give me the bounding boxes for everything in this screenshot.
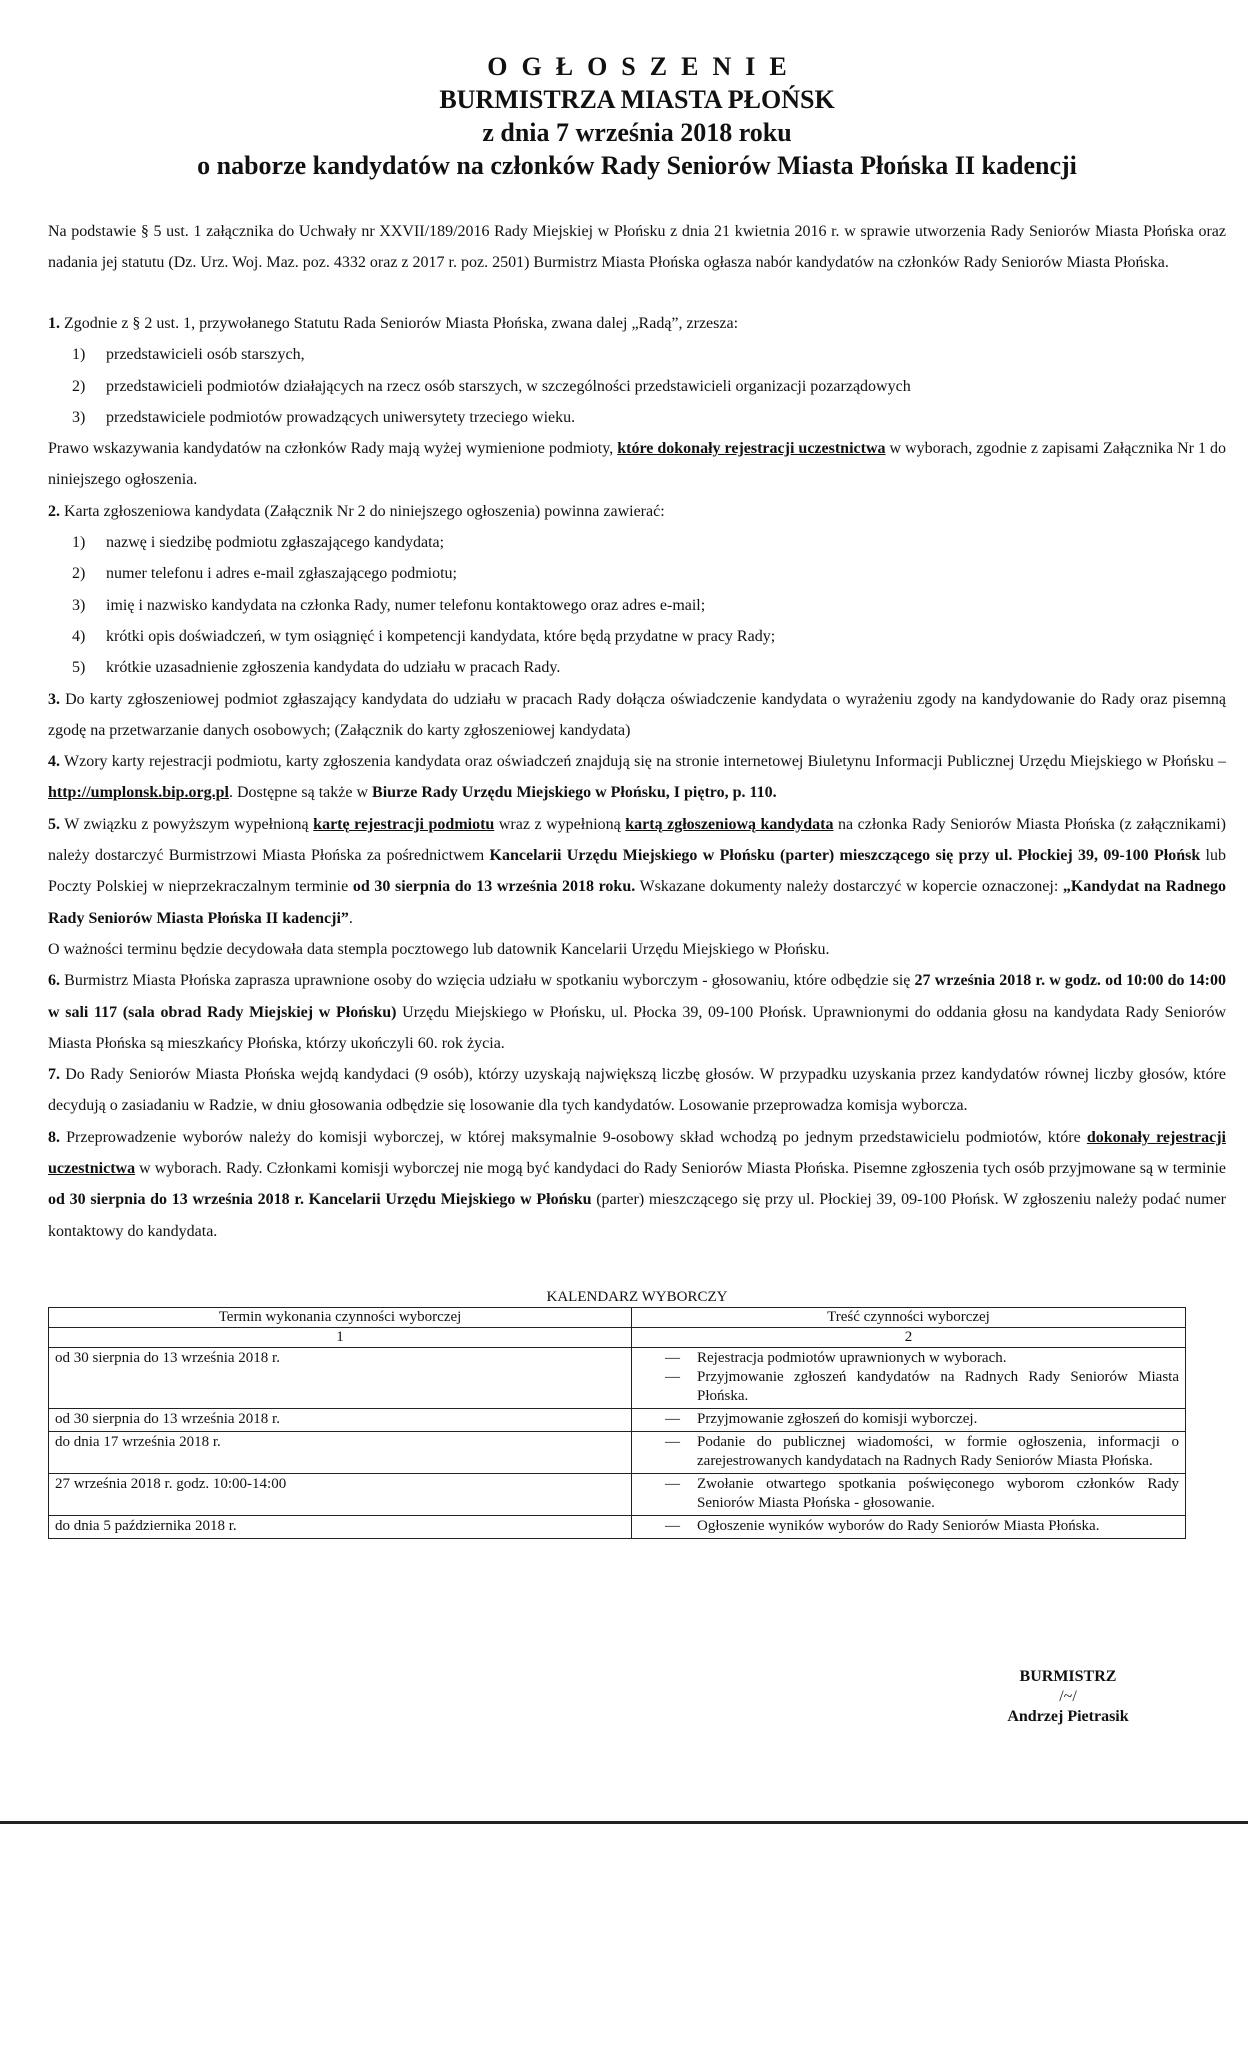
list-item	[48, 371, 1226, 402]
list-item	[48, 621, 1226, 652]
section-3	[48, 684, 1226, 747]
section-number: 5.	[48, 815, 60, 833]
list-item-number: 1)	[72, 534, 86, 552]
section-5	[48, 809, 1226, 965]
activity-cell	[632, 1431, 1186, 1473]
term-cell: do dnia 17 września 2018 r.	[49, 1431, 632, 1473]
section-text: wraz z wypełnioną	[494, 815, 626, 833]
dash-bullet: —	[665, 1517, 680, 1534]
signature-title: BURMISTRZ	[1019, 1668, 1117, 1685]
announcement-title: OGŁOSZENIE	[487, 52, 801, 81]
signature-mark: /~/	[1059, 1688, 1077, 1705]
list-item-text: imię i nazwisko kandydata na członka Rady, numer telefonu kontaktowego oraz adres e-mail;	[106, 596, 706, 614]
underlined-phrase: dokonały rejestracji uczestnictwa	[48, 1128, 1226, 1178]
signature-block	[918, 1667, 1218, 1727]
section-2	[48, 496, 1226, 684]
section-text: Prawo wskazywania kandydatów na członków Rady mają wyżej wymienione podmioty,	[48, 440, 618, 458]
table-row	[49, 1347, 1186, 1408]
calendar-title: KALENDARZ WYBORCZY	[546, 1288, 728, 1305]
signatory-name: Andrzej Pietrasik	[1007, 1708, 1129, 1725]
activity-text: Podanie do publicznej wiadomości, w formie ogłoszenia, informacji o zarejestrowanych kandydatach na Radnych Rady Seniorów Miasta Płońska.	[697, 1433, 1179, 1469]
document-header	[48, 50, 1226, 182]
list-item-number: 2)	[72, 377, 86, 395]
section-text: na członka Rady Seniorów Miasta Płońska (z załącznikami) należy dostarczyć Burmistrzowi Miasta Płońska za pośrednictwem	[48, 815, 1226, 865]
list-item-text: krótki opis doświadczeń, w tym osiągnięć i kompetencji kandydata, które będą przydatne w pracy Rady;	[106, 627, 776, 645]
table-header-row	[49, 1307, 1186, 1327]
bold-phrase: od 30 sierpnia do 13 września 2018 roku.	[352, 878, 636, 896]
section-text: Wzory karty rejestracji podmiotu, karty zgłoszenia kandydata oraz oświadczeń znajdują się na stronie internetowej Biuletynu Informacji Publicznej Urzędu Miejskiego w Płońsku –	[60, 753, 1226, 771]
list-item	[48, 590, 1226, 621]
issuer-line: BURMISTRZA MIASTA PŁOŃSK	[439, 85, 835, 114]
underlined-phrase: które dokonały rejestracji uczestnictwa	[617, 440, 886, 458]
list-item	[48, 402, 1226, 433]
dash-bullet: —	[665, 1410, 680, 1427]
list-item	[48, 652, 1226, 683]
activity-item	[638, 1349, 1179, 1368]
list-item	[48, 339, 1226, 370]
section-text: lub Poczty Polskiej w nieprzekraczalnym terminie	[48, 847, 1226, 896]
bold-phrase: od 30 sierpnia do 13 września 2018 r. Kancelarii Urzędu Miejskiego w Płońsku	[48, 1191, 592, 1209]
intro-paragraph: Na podstawie § 5 ust. 1 załącznika do Uchwały nr XXVII/189/2016 Rady Miejskiej w Płońsku z dnia 21 kwietnia 2016 r. w sprawie utworzenia Rady Seniorów Miasta Płońska oraz nadania jej statutu (Dz. Urz. Woj. Maz. poz. 4332 oraz z 2017 r. poz. 2501) Burmistrz Miasta Płońska ogłasza nabór kandydatów na członków Rady Seniorów Miasta Płońska.	[48, 223, 1226, 271]
dash-bullet: —	[665, 1368, 680, 1385]
election-calendar-table	[48, 1307, 1186, 1539]
section-number: 2.	[48, 502, 60, 520]
page-divider	[0, 1821, 1248, 1824]
list-item	[48, 558, 1226, 589]
section-text: Urzędu Miejskiego w Płońsku, ul. Płocka 39, 09-100 Płońsk. Uprawnionymi do oddania głosu na kandydata Rady Seniorów Miasta Płońska są mieszkańcy Płońska, którzy ukończyli 60. rok życia.	[48, 1003, 1227, 1052]
underlined-phrase: kartę rejestracji podmiotu	[313, 815, 495, 833]
section-text: Do Rady Seniorów Miasta Płońska wejdą kandydaci (9 osób), którzy uzyskają największą liczbę głosów. W przypadku uzyskania przez kandydatów równej liczby głosów, które decydują o zasiadaniu w Radzie, w dniu głosowania odbędzie się losowanie dla tych kandydatów. Losowanie przeprowadza komisja wyborcza.	[48, 1066, 1226, 1115]
column-header-activity: Treść czynności wyborczej	[632, 1307, 1186, 1327]
list-item-text: nazwę i siedzibę podmiotu zgłaszającego kandydata;	[106, 534, 445, 552]
list-item-text: przedstawicieli podmiotów działających na rzecz osób starszych, w szczególności przedstawicieli organizacji pozarządowych	[106, 377, 911, 395]
section-text: w wyborach. Rady. Członkami komisji wyborczej nie mogą być kandydaci do Rady Seniorów Miasta Płońska. Pisemne zgłoszenia tych osób przyjmowane są w terminie	[135, 1160, 1226, 1178]
section-text: Karta zgłoszeniowa kandydata (Załącznik Nr 2 do niniejszego ogłoszenia) powinna zawierać:	[60, 502, 665, 520]
bip-link[interactable]: http://umplonsk.bip.org.pl	[48, 784, 229, 802]
section-number: 3.	[48, 690, 60, 708]
activity-cell	[632, 1408, 1186, 1431]
table-number-row	[49, 1327, 1186, 1347]
dash-bullet: —	[665, 1349, 680, 1366]
activity-cell	[632, 1347, 1186, 1408]
section-number: 7.	[48, 1066, 60, 1084]
section-4	[48, 746, 1226, 809]
activity-item	[638, 1433, 1179, 1471]
subject-line: o naborze kandydatów na członków Rady Seniorów Miasta Płońska II kadencji	[197, 151, 1077, 180]
activity-text: Rejestracja podmiotów uprawnionych w wyborach.	[697, 1349, 1007, 1366]
section-text: Przeprowadzenie wyborów należy do komisji wyborczej, w której maksymalnie 9-osobowy skład wchodzą po jednym przedstawicielu podmiotów, które	[60, 1128, 1087, 1146]
underlined-phrase: kartą zgłoszeniową kandydata	[625, 815, 834, 833]
activity-text: Przyjmowanie zgłoszeń kandydatów na Radnych Rady Seniorów Miasta Płońska.	[697, 1368, 1179, 1404]
section-number: 6.	[48, 972, 60, 990]
activity-text: Przyjmowanie zgłoszeń do komisji wyborczej.	[697, 1410, 978, 1427]
bold-phrase: Biurze Rady Urzędu Miejskiego w Płońsku, I piętro, p. 110.	[372, 784, 777, 802]
activity-cell	[632, 1515, 1186, 1538]
dash-bullet: —	[665, 1475, 680, 1492]
section-text: .	[348, 909, 353, 927]
section-text: O ważności terminu będzie decydowała data stempla pocztowego lub datownik Kancelarii Urzędu Miejskiego w Płońsku.	[48, 940, 830, 958]
bold-phrase: „Kandydat na Radnego Rady Seniorów Miasta Płońska II kadencji”	[48, 878, 1227, 927]
section-text: Burmistrz Miasta Płońska zaprasza uprawnione osoby do wzięcia udziału w spotkaniu wyborczym - głosowaniu, które odbędzie się	[60, 972, 915, 990]
list-item-number: 2)	[72, 565, 86, 583]
section-text: Do karty zgłoszeniowej podmiot zgłaszający kandydata do udziału w pracach Rady dołącza oświadczenie kandydata o wyrażeniu zgody na kandydowanie do Rady oraz pisemną zgodę na przetwarzanie danych osobowych; (Załącznik do karty zgłoszeniowej kandydata)	[48, 690, 1226, 739]
column-header-term: Termin wykonania czynności wyborczej	[49, 1307, 632, 1327]
activity-text: Ogłoszenie wyników wyborów do Rady Seniorów Miasta Płońska.	[697, 1517, 1100, 1534]
table-row	[49, 1473, 1186, 1515]
section-number: 4.	[48, 753, 60, 771]
list-item-text: krótkie uzasadnienie zgłoszenia kandydata do udziału w pracach Rady.	[106, 659, 561, 677]
section-text: W związku z powyższym wypełnioną	[60, 815, 314, 833]
list-item-text: numer telefonu i adres e-mail zgłaszającego podmiotu;	[106, 565, 457, 583]
section-6	[48, 965, 1226, 1059]
date-line: z dnia 7 września 2018 roku	[482, 118, 792, 147]
activity-item	[638, 1475, 1179, 1513]
term-cell: od 30 sierpnia do 13 września 2018 r.	[49, 1408, 632, 1431]
table-row	[49, 1431, 1186, 1473]
list-item-number: 3)	[72, 596, 86, 614]
section-text: Wskazane dokumenty należy dostarczyć w kopercie oznaczonej:	[635, 878, 1063, 896]
section-number: 1.	[48, 315, 60, 332]
list-item-number: 5)	[72, 659, 86, 677]
table-row	[49, 1515, 1186, 1538]
list-item-text: przedstawicieli osób starszych,	[106, 346, 305, 364]
section-7	[48, 1059, 1226, 1122]
list-item	[48, 527, 1226, 558]
term-cell: 27 września 2018 r. godz. 10:00-14:00	[49, 1473, 632, 1515]
activity-item	[638, 1368, 1179, 1406]
section-8	[48, 1122, 1226, 1247]
activity-item	[638, 1410, 1179, 1429]
section-text: (parter) mieszczącego się przy ul. Płockiej 39, 09-100 Płońsk. W zgłoszeniu należy podać numer kontaktowy do kandydata.	[48, 1191, 1226, 1240]
activity-text: Zwołanie otwartego spotkania poświęconego wyborom członków Rady Seniorów Miasta Płońska - głosowanie.	[697, 1475, 1179, 1511]
term-cell: od 30 sierpnia do 13 września 2018 r.	[49, 1347, 632, 1408]
bold-phrase: 27 września 2018 r. w godz. od 10:00 do 14:00 w sali 117 (sala obrad Rady Miejskiej w Płońsku)	[48, 972, 1226, 1021]
term-cell: do dnia 5 października 2018 r.	[49, 1515, 632, 1538]
section-1	[48, 308, 1226, 496]
table-row	[49, 1408, 1186, 1431]
section-number: 8.	[48, 1128, 60, 1146]
dash-bullet: —	[665, 1433, 680, 1450]
list-item-number: 1)	[72, 346, 86, 364]
activity-cell	[632, 1473, 1186, 1515]
column-number: 2	[632, 1327, 1186, 1347]
column-number: 1	[49, 1327, 632, 1347]
list-item-number: 4)	[72, 627, 86, 645]
document-page	[48, 50, 1226, 1539]
list-item-text: przedstawiciele podmiotów prowadzących uniwersytety trzeciego wieku.	[106, 408, 576, 426]
activity-item	[638, 1517, 1179, 1536]
bold-phrase: Kancelarii Urzędu Miejskiego w Płońsku (parter) mieszczącego się przy ul. Płockiej 39, 09-100 Płońsk	[489, 847, 1201, 865]
section-text: w wyborach, zgodnie z zapisami Załącznika Nr 1 do niniejszego ogłoszenia.	[48, 440, 1226, 489]
list-item-number: 3)	[72, 408, 86, 426]
section-text: . Dostępne są także w	[228, 784, 373, 802]
section-text: Zgodnie z § 2 ust. 1, przywołanego Statutu Rada Seniorów Miasta Płońska, zwana dalej „Radą”, zrzesza:	[60, 315, 739, 332]
